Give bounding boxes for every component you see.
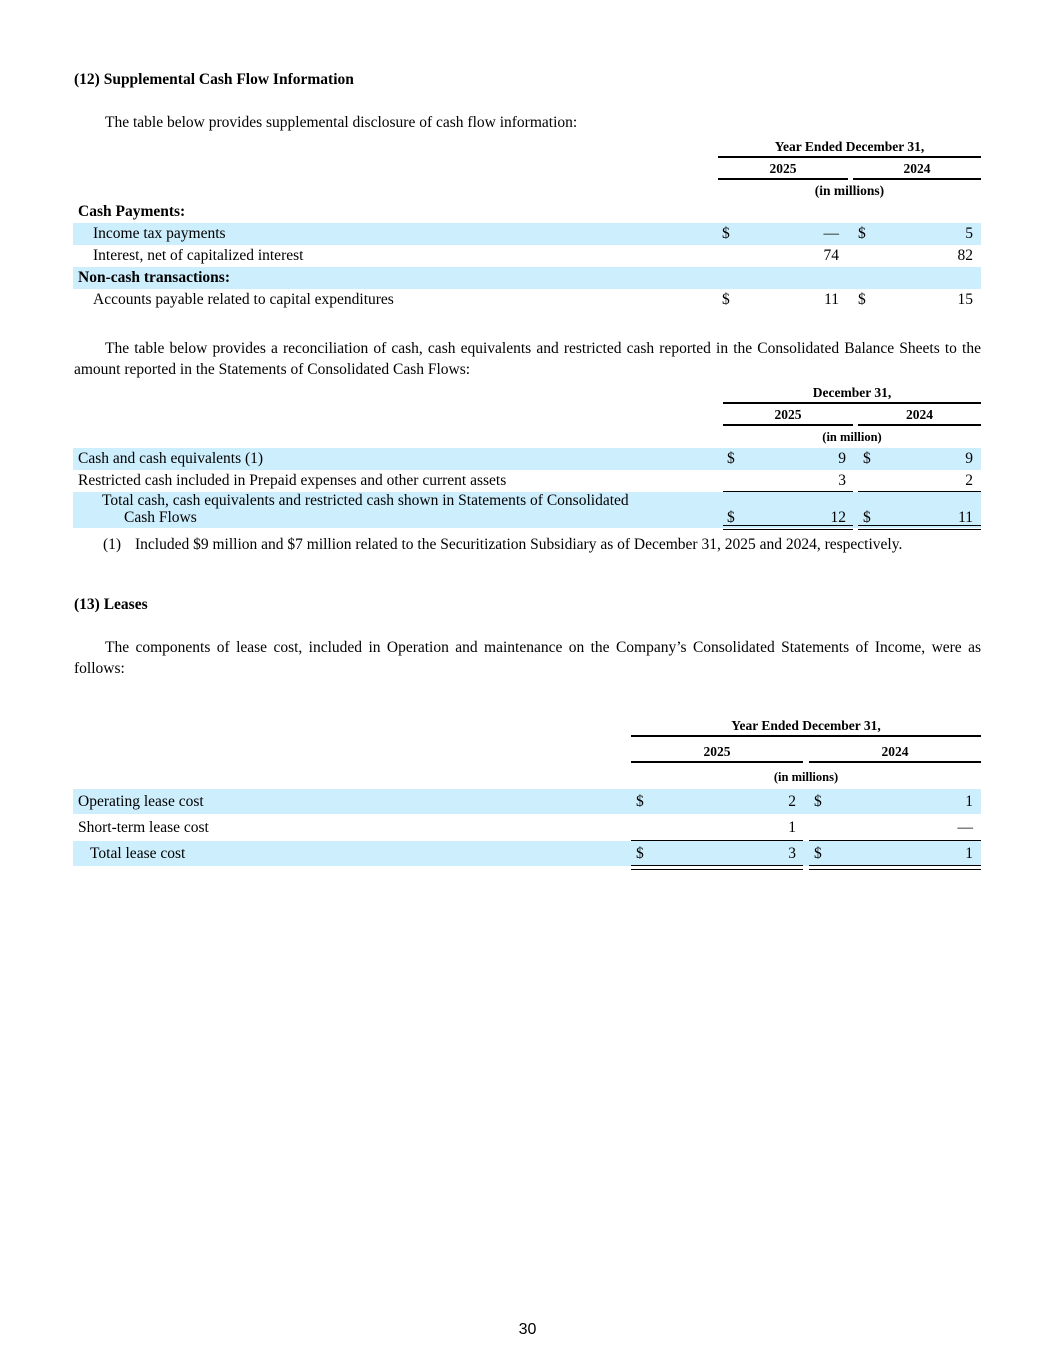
section-13-intro: The components of lease cost, included in Operation and maintenance on the Company’s Consolidated Statements of Income, were as follows: bbox=[74, 639, 981, 677]
total-double-rule bbox=[631, 865, 803, 870]
currency: $ bbox=[863, 450, 871, 467]
currency: $ bbox=[814, 845, 822, 862]
value-2025: 11 bbox=[824, 291, 839, 308]
table-row bbox=[73, 245, 981, 267]
currency: $ bbox=[858, 225, 866, 242]
column-header-2025: 2025 bbox=[718, 161, 848, 180]
section-12-heading: (12) Supplemental Cash Flow Information bbox=[74, 71, 354, 88]
unit-label: (in millions) bbox=[773, 770, 839, 784]
value-2024: 15 bbox=[957, 291, 973, 308]
value-2025: — bbox=[823, 225, 839, 242]
section-row bbox=[73, 201, 981, 223]
table-row bbox=[73, 815, 981, 840]
section-label: Cash Payments: bbox=[78, 203, 186, 220]
value-2025: 74 bbox=[823, 247, 839, 264]
value-2025: 3 bbox=[788, 845, 796, 862]
column-header-2024: 2024 bbox=[809, 744, 981, 763]
value-2024: 2 bbox=[965, 472, 973, 489]
section-12-intro: The table below provides supplemental disclosure of cash flow information: bbox=[105, 114, 578, 131]
currency: $ bbox=[863, 509, 871, 526]
value-2025: 2 bbox=[788, 793, 796, 810]
value-2024: 5 bbox=[965, 225, 973, 242]
table-period-header: Year Ended December 31, bbox=[718, 139, 981, 158]
value-2024: 11 bbox=[958, 509, 973, 526]
total-row bbox=[73, 492, 981, 528]
table-row bbox=[73, 470, 981, 492]
row-label: Interest, net of capitalized interest bbox=[93, 247, 304, 264]
footnote-text: Included $9 million and $7 million related to the Securitization Subsidiary as of December 31, 2025 and 2024, respectively. bbox=[135, 536, 903, 553]
currency: $ bbox=[722, 291, 730, 308]
currency: $ bbox=[727, 509, 735, 526]
table-period-header: December 31, bbox=[723, 385, 981, 404]
row-label: Income tax payments bbox=[93, 225, 226, 242]
section-label: Non-cash transactions: bbox=[78, 269, 230, 286]
column-header-2025: 2025 bbox=[723, 407, 853, 426]
currency: $ bbox=[636, 793, 644, 810]
row-label: Operating lease cost bbox=[78, 793, 204, 810]
value-2025: 12 bbox=[830, 509, 846, 526]
value-2024: — bbox=[957, 819, 973, 836]
row-label: Short-term lease cost bbox=[78, 819, 209, 836]
currency: $ bbox=[636, 845, 644, 862]
total-row bbox=[73, 841, 981, 866]
currency: $ bbox=[858, 291, 866, 308]
unit-label: (in million) bbox=[822, 430, 882, 444]
currency: $ bbox=[814, 793, 822, 810]
table-period-header: Year Ended December 31, bbox=[631, 718, 981, 737]
value-2024: 1 bbox=[965, 793, 973, 810]
page-number: 30 bbox=[518, 1321, 537, 1338]
value-2024: 82 bbox=[957, 247, 973, 264]
column-header-2024: 2024 bbox=[858, 407, 981, 426]
currency: $ bbox=[727, 450, 735, 467]
currency: $ bbox=[722, 225, 730, 242]
table-row bbox=[73, 448, 981, 470]
footnote-number: (1) bbox=[103, 536, 122, 553]
section-row bbox=[73, 267, 981, 289]
column-header-2025: 2025 bbox=[631, 744, 803, 763]
table-row bbox=[73, 223, 981, 245]
reconciliation-intro: The table below provides a reconciliation of cash, cash equivalents and restricted cash reported in the Consolidated Balance Sheets to the amount reported in the Statements of Consolidated Cash Flows: bbox=[74, 340, 981, 378]
total-double-rule bbox=[723, 525, 853, 530]
table-row bbox=[73, 289, 981, 311]
total-double-rule bbox=[858, 525, 981, 530]
value-2025: 1 bbox=[788, 819, 796, 836]
row-label: Total lease cost bbox=[90, 845, 186, 862]
row-label: Accounts payable related to capital expenditures bbox=[93, 291, 394, 308]
table-row bbox=[73, 789, 981, 814]
row-label-continued: Cash Flows bbox=[124, 509, 197, 526]
value-2025: 9 bbox=[838, 450, 846, 467]
value-2025: 3 bbox=[838, 472, 846, 489]
section-13-heading: (13) Leases bbox=[74, 596, 148, 613]
value-2024: 9 bbox=[965, 450, 973, 467]
column-header-2024: 2024 bbox=[853, 161, 981, 180]
row-label: Restricted cash included in Prepaid expenses and other current assets bbox=[78, 472, 507, 489]
value-2024: 1 bbox=[965, 845, 973, 862]
unit-label: (in millions) bbox=[814, 183, 885, 198]
row-label: Total cash, cash equivalents and restricted cash shown in Statements of Consolidated bbox=[102, 492, 629, 509]
total-double-rule bbox=[809, 865, 981, 870]
row-label: Cash and cash equivalents (1) bbox=[78, 450, 264, 467]
